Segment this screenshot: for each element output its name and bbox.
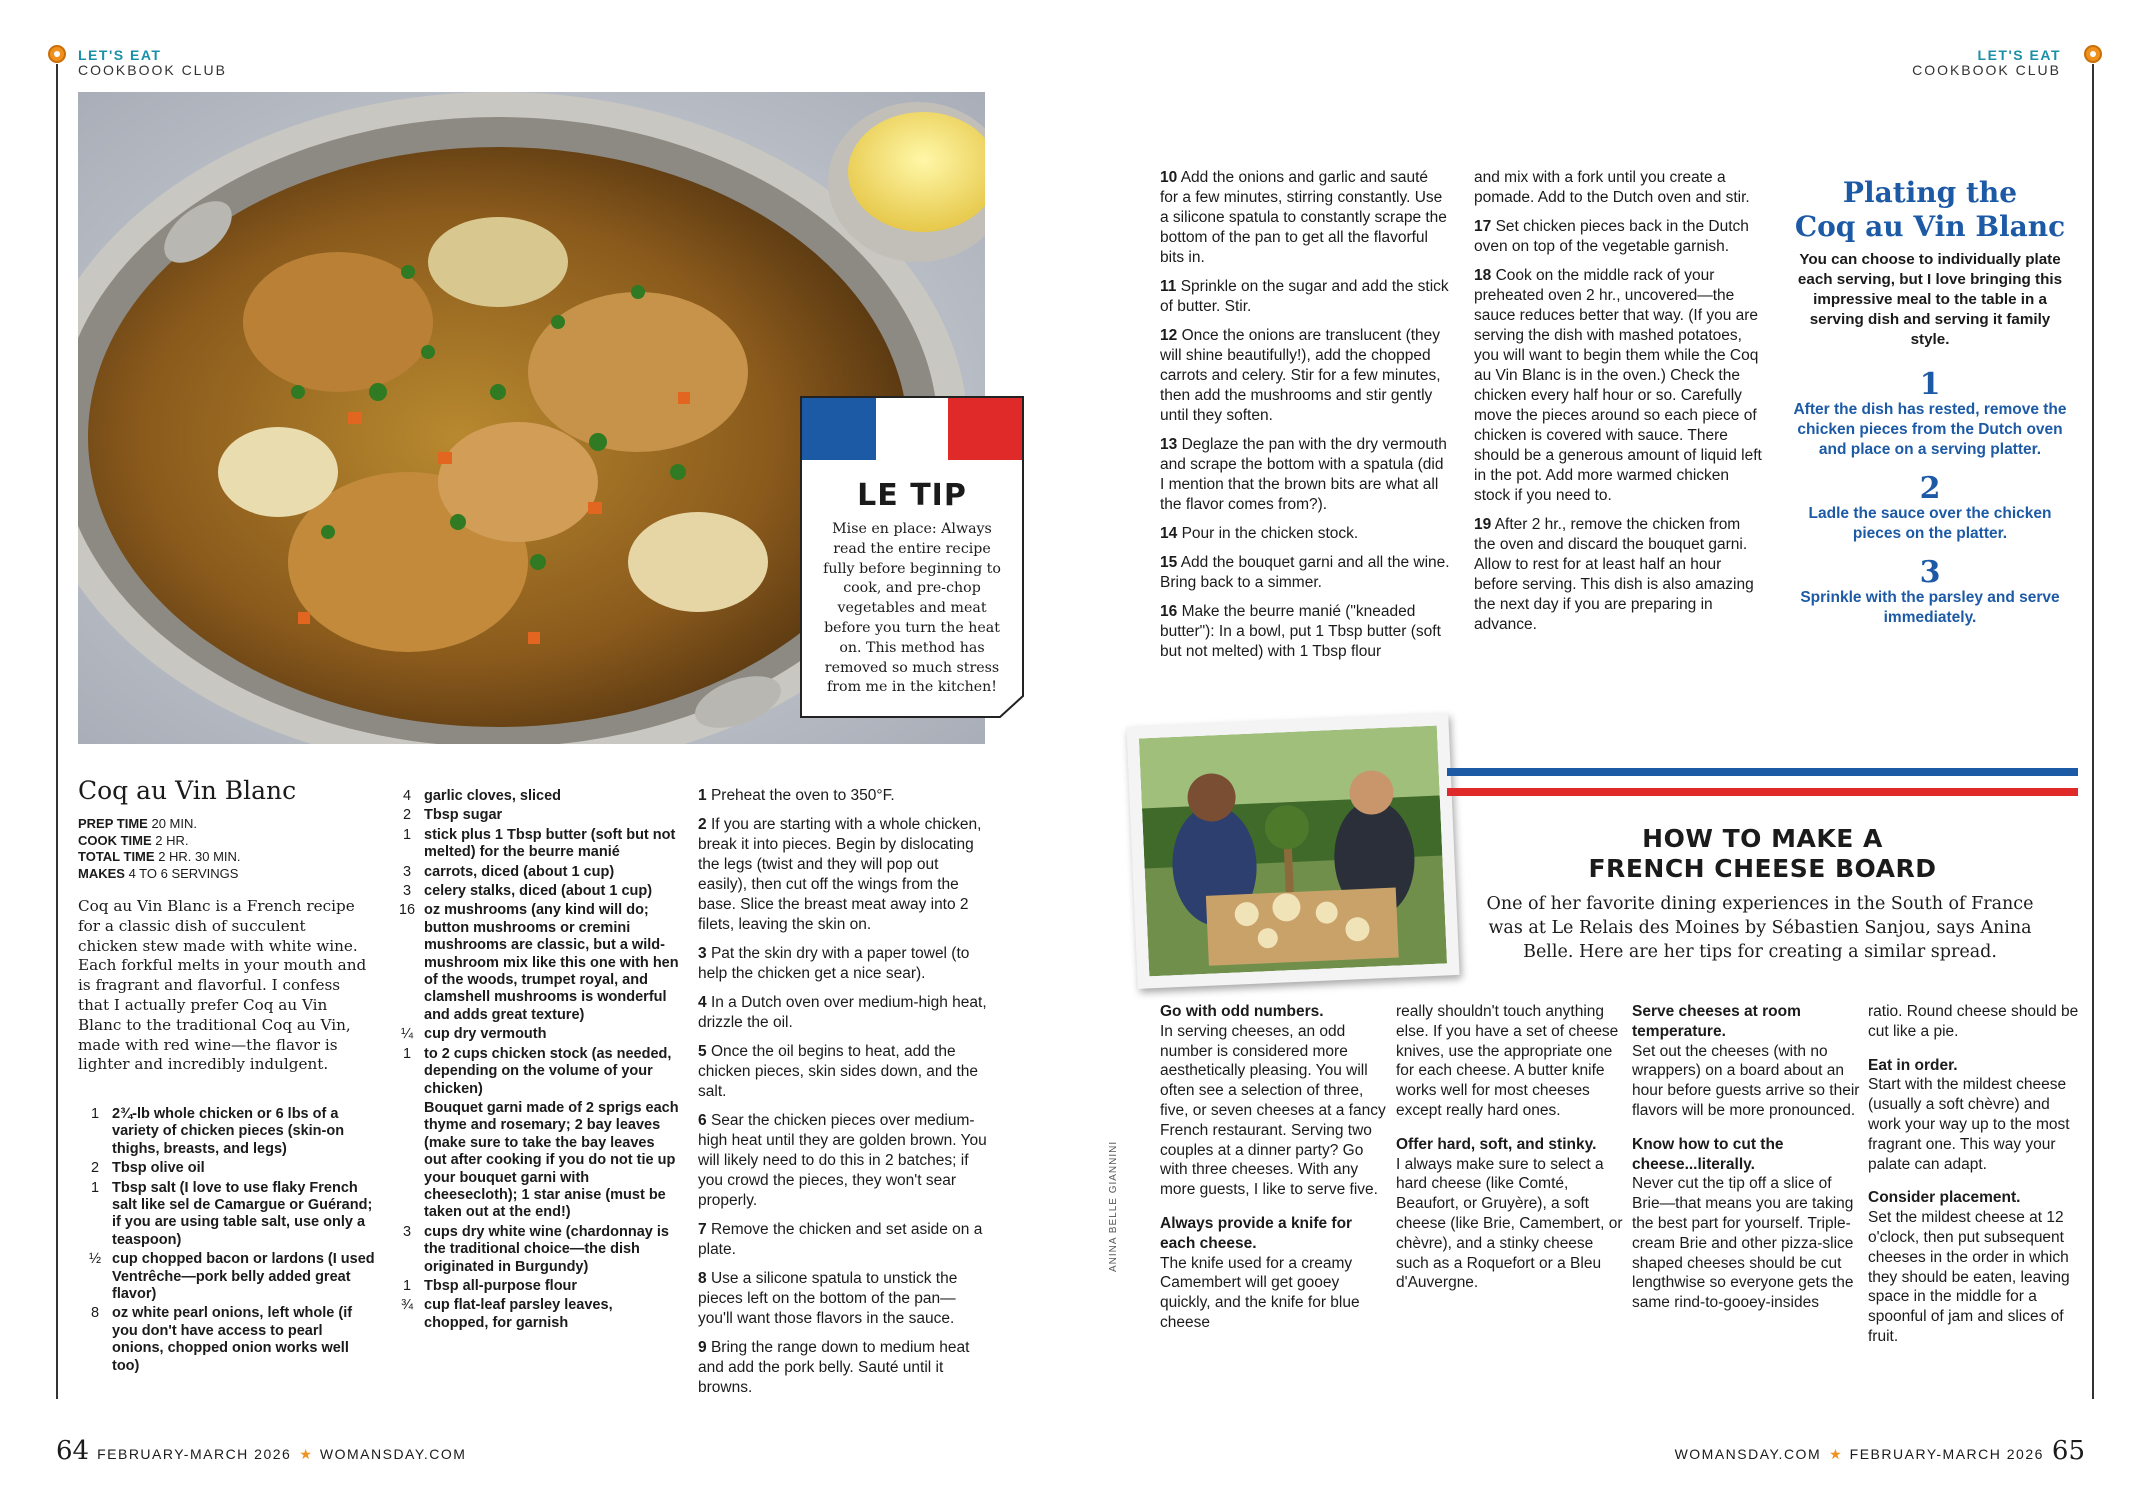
ingredient-item: 1 stick plus 1 Tbsp butter (soft but not melted) for the beurre manié: [402, 826, 676, 861]
plating-step-text: Sprinkle with the parsley and serve immediately.: [1800, 589, 2060, 626]
meta-makes: MAKES 4 TO 6 SERVINGS: [78, 865, 239, 881]
ingredient-item: 2 Tbsp olive oil: [90, 1160, 205, 1177]
ingredient-item: 1 Tbsp salt (I love to use flaky French salt like sel de Camargue or Guérand; if you are using table salt, use only a teaspoon): [90, 1179, 373, 1248]
steps-column-2: [1160, 168, 1450, 671]
step-item: 16 Make the beurre manié ("kneaded butter"): In a bowl, put 1 Tbsp butter (soft but not melted) with 1 Tbsp flour: [1160, 603, 1441, 660]
plating-step-number: 2: [1919, 471, 1941, 506]
cheese-tip: Always provide a knife for each cheese. The knife used for a creamy Camembert will get gooey quickly, and the knife for blue cheese: [1160, 1214, 1360, 1331]
right-margin-rule: [2092, 64, 2094, 1399]
section-tag: LET'S EAT: [78, 47, 162, 63]
plating-step-text: Ladle the sauce over the chicken pieces on the platter.: [1808, 505, 2052, 542]
step-item: 4 In a Dutch oven over medium-high heat, drizzle the oil.: [698, 994, 987, 1031]
steps-column-1: [698, 786, 990, 1407]
ingredient-item: 1 Tbsp all-purpose flour: [402, 1277, 578, 1294]
ingredients-list-a: [78, 1106, 378, 1377]
ingredient-item: 2 Tbsp sugar: [402, 807, 503, 824]
ingredient-item: ¼ cup dry vermouth: [400, 1026, 547, 1043]
footer-issue-left: FEBRUARY-MARCH 2026: [97, 1446, 292, 1462]
meta-cook: COOK TIME 2 HR.: [78, 832, 189, 848]
cheese-tips-col-4: [1868, 1002, 2082, 1357]
step-item: 8 Use a silicone spatula to unstick the pieces left on the bottom of the pan—you'll want those flavors in the sauce.: [698, 1270, 958, 1327]
steps-column-3: [1474, 168, 1764, 644]
step-item: 12 Once the onions are translucent (they will shine beautifully!), add the chopped carrots and celery. Stir for a few minutes, then add the mushrooms and stir gently until they soften.: [1160, 327, 1441, 424]
photo-credit: ANINA BELLE GIANNINI: [1108, 1140, 1119, 1272]
cheese-tip: really shouldn't touch anything else. If you have a set of cheese knives, use the appropriate one for each cheese. A butter knife works well for most cheeses except really hard ones.: [1396, 1003, 1619, 1119]
meta-total: TOTAL TIME 2 HR. 30 MIN.: [78, 849, 241, 864]
cheese-tips-col-1: [1160, 1002, 1388, 1343]
ingredient-item: ½ cup chopped bacon or lardons (I used Ventrêche—pork belly added great flavor): [88, 1251, 375, 1303]
ingredient-item: 3 cups dry white wine (chardonnay is the traditional choice—the dish originated in Burgundy): [402, 1223, 669, 1275]
plating-step-text: After the dish has rested, remove the chicken pieces from the Dutch oven and place on a serving platter.: [1793, 401, 2067, 458]
plating-step-number: 3: [1919, 555, 1941, 590]
recipe-intro: Coq au Vin Blanc is a French recipe for a classic dish of succulent chicken stew made with white wine. Each forkful melts in your mouth and is fragrant and flavorful. I confess that I actually prefer Coq au Vin Blanc to the traditional Coq au Vin, made with red wine—the flavor is lighter and incredibly indulgent.: [78, 897, 367, 1074]
cheese-board-photo: [1139, 726, 1447, 977]
cheese-title-line2: FRENCH CHEESE BOARD: [1588, 854, 1937, 883]
plating-step-number: 1: [1919, 367, 1941, 402]
step-item: 19 After 2 hr., remove the chicken from the oven and discard the bouquet garni. Allow to rest for at least half an hour before serving. This dish is also amazing the next day if you are preparing in advance.: [1474, 516, 1754, 633]
plating-intro: You can choose to individually plate each serving, but I love bringing this impressive meal to the table in a serving dish and serving it family style.: [1797, 251, 2063, 348]
plating-title-line1: Plating the: [1842, 176, 2018, 209]
section-tag-right: LET'S EAT: [1977, 47, 2061, 63]
footer-site-right[interactable]: WOMANSDAY.COM: [1674, 1446, 1822, 1462]
cheese-tip: Eat in order. Start with the mildest cheese (usually a soft chèvre) and work your way up to the most fragrant one. This way your palate can adapt.: [1868, 1056, 2070, 1173]
cheese-title-line1: HOW TO MAKE A: [1642, 824, 1883, 853]
step-continuation: and mix with a fork until you create a pomade. Add to the Dutch oven and stir.: [1474, 169, 1750, 206]
ingredient-item: 1 2¾-lb whole chicken or 6 lbs of a variety of chicken pieces (skin-on thighs, breasts, and legs): [90, 1106, 345, 1157]
step-item: 13 Deglaze the pan with the dry vermouth and scrape the bottom with a spatula (did I mention that the brown bits are what all the flavor comes from?).: [1160, 436, 1447, 513]
left-margin-rule: [56, 64, 58, 1399]
cheese-tips-col-3: [1632, 1002, 1860, 1323]
plating-title-line2: Coq au Vin Blanc: [1794, 210, 2066, 243]
step-item: 15 Add the bouquet garni and all the wine. Bring back to a simmer.: [1160, 554, 1450, 591]
footer-left: [56, 1436, 466, 1466]
footer-right: [1675, 1436, 2085, 1466]
recipe-title: Coq au Vin Blanc: [78, 776, 297, 805]
cheese-dek: One of her favorite dining experiences in the South of France was at Le Relais des Moines by Sébastien Sanjou, says Anina Belle. Here are her tips for creating a similar spread.: [1486, 894, 2034, 962]
step-item: 9 Bring the range down to medium heat and add the pork belly. Sauté until it browns.: [698, 1339, 970, 1396]
tip-title: LE TIP: [857, 478, 967, 513]
cheese-board-photo-frame: [1126, 713, 1459, 989]
cheese-tip: Consider placement. Set the mildest cheese at 12 o'clock, then put subsequent cheeses in the order in which they should be eaten, leaving space in the middle for a spoonful of jam and slices of fruit.: [1868, 1189, 2070, 1345]
step-item: 17 Set chicken pieces back in the Dutch oven on top of the vegetable garnish.: [1474, 218, 1749, 255]
flag-stripe-red: [1447, 788, 2078, 796]
footer-issue-right: FEBRUARY-MARCH 2026: [1849, 1446, 2044, 1462]
section-subtag: COOKBOOK CLUB: [78, 62, 227, 78]
page-number-left: 64: [56, 1436, 90, 1466]
recipe-meta: [78, 816, 378, 882]
cheese-tip: Know how to cut the cheese...literally. Never cut the tip off a slice of Brie—that means you are taking the best part for yourself. Triple-cream Brie and other pizza-slice shaped cheeses should be cut lengthwise so everyone gets the same rind-to-gooey-insides: [1632, 1135, 1854, 1312]
step-item: 6 Sear the chicken pieces over medium-high heat until they are golden brown. You will likely need to do this in 2 batches; if you crowd the pieces, they won't sear properly.: [698, 1112, 987, 1209]
step-item: 18 Cook on the middle rack of your preheated oven 2 hr., uncovered—the sauce reduces better that way. (If you are serving the dish with mashed potatoes, you will want to begin them while the Coq au Vin Blanc is in the oven.) Check the chicken every half hour or so. Carefully move the pieces around so each piece of chicken is covered with sauce. There should be a generous amount of liquid left in the pot. Add more warmed chicken stock if you need to.: [1474, 267, 1762, 504]
step-item: 11 Sprinkle on the sugar and add the stick of butter. Stir.: [1160, 278, 1449, 315]
le-tip-callout: [800, 396, 1024, 718]
ingredients-list-b: [390, 788, 680, 1334]
cheese-tips-col-2: [1396, 1002, 1624, 1303]
tip-body: Mise en place: Always read the entire recipe fully before beginning to cook, and pre-chop vegetables and meat before you turn the heat on. This method has removed so much stress from me in the kitchen!: [823, 521, 1001, 696]
step-item: 3 Pat the skin dry with a paper towel (to help the chicken get a nice sear).: [698, 945, 970, 982]
cheese-tip: Offer hard, soft, and stinky. I always make sure to select a hard cheese (like Comté, Beaufort, or Gruyère), a soft cheese (like Brie, Camembert, or chèvre), and a stinky cheese such as a Roquefort or a Bleu d'Auvergne.: [1396, 1135, 1623, 1292]
ingredient-item: 8 oz white pearl onions, left whole (if you don't have access to pearl onions, chopped onion works well too): [90, 1305, 353, 1374]
ingredient-item: 3 celery stalks, diced (about 1 cup): [402, 883, 653, 900]
cheese-tip: Go with odd numbers. In serving cheeses, an odd number is considered more aesthetically pleasing. You will often see a selection of three, five, or seven cheeses at a fancy French restaurant. Serving two couples at a dinner party? Go with three cheeses. With any more guests, I like to serve five.: [1160, 1003, 1386, 1199]
ingredient-item: 16 oz mushrooms (any kind will do; button mushrooms or cremini mushrooms are classic, but a wild-mushroom mix like this one with hen of the woods, trumpet royal, and clamshell mushrooms is wonderful and adds great texture): [398, 902, 679, 1023]
ingredient-bouquet-garni: Bouquet garni made of 2 sprigs each thyme and rosemary; 2 bay leaves (make sure to take the bay leaves out after cooking if you do not tie up your bouquet garni with cheesecloth); 1 star anise (must be taken out at the end!): [424, 1099, 679, 1221]
location-pin-icon: [48, 45, 66, 63]
page-number-right: 65: [2051, 1436, 2085, 1466]
step-item: 1 Preheat the oven to 350°F.: [698, 787, 895, 804]
ingredient-item: 4 garlic cloves, sliced: [402, 788, 562, 804]
section-subtag-right: COOKBOOK CLUB: [1912, 62, 2061, 78]
plating-sidebar: [1790, 176, 2070, 628]
step-item: 5 Once the oil begins to heat, add the chicken pieces, skin sides down, and the salt.: [698, 1043, 979, 1100]
step-item: 2 If you are starting with a whole chicken, break it into pieces. Begin by dislocating the legs (twist and they will pop out easily), then cut off the wings from the base. Slice the breast meat away into 2 filets, leaving the skin on.: [698, 816, 982, 933]
flag-stripe-blue: [1447, 768, 2078, 776]
ingredient-item: 1 to 2 cups chicken stock (as needed, depending on the volume of your chicken): [402, 1045, 672, 1097]
footer-site-left[interactable]: WOMANSDAY.COM: [319, 1446, 467, 1462]
meta-prep: PREP TIME 20 MIN.: [78, 816, 197, 831]
star-icon: ★: [1829, 1446, 1842, 1462]
step-item: 10 Add the onions and garlic and sauté for a few minutes, stirring constantly. Use a silicone spatula to constantly scrape the bottom of the pan to get all the flavorful bits in.: [1160, 169, 1447, 266]
ingredient-item: ¾ cup flat-leaf parsley leaves, chopped, for garnish: [400, 1297, 613, 1331]
cheese-title: [1447, 824, 2078, 884]
step-item: 7 Remove the chicken and set aside on a plate.: [698, 1221, 983, 1258]
cheese-tip: Serve cheeses at room temperature. Set out the cheeses (with no wrappers) on a board about an hour before guests arrive so their flavors will be more pronounced.: [1632, 1003, 1860, 1119]
step-item: 14 Pour in the chicken stock.: [1160, 525, 1359, 542]
location-pin-icon: [2084, 45, 2102, 63]
ingredient-item: 3 carrots, diced (about 1 cup): [402, 863, 615, 880]
star-icon: ★: [299, 1446, 312, 1462]
cheese-tip: ratio. Round cheese should be cut like a pie.: [1868, 1003, 2079, 1040]
